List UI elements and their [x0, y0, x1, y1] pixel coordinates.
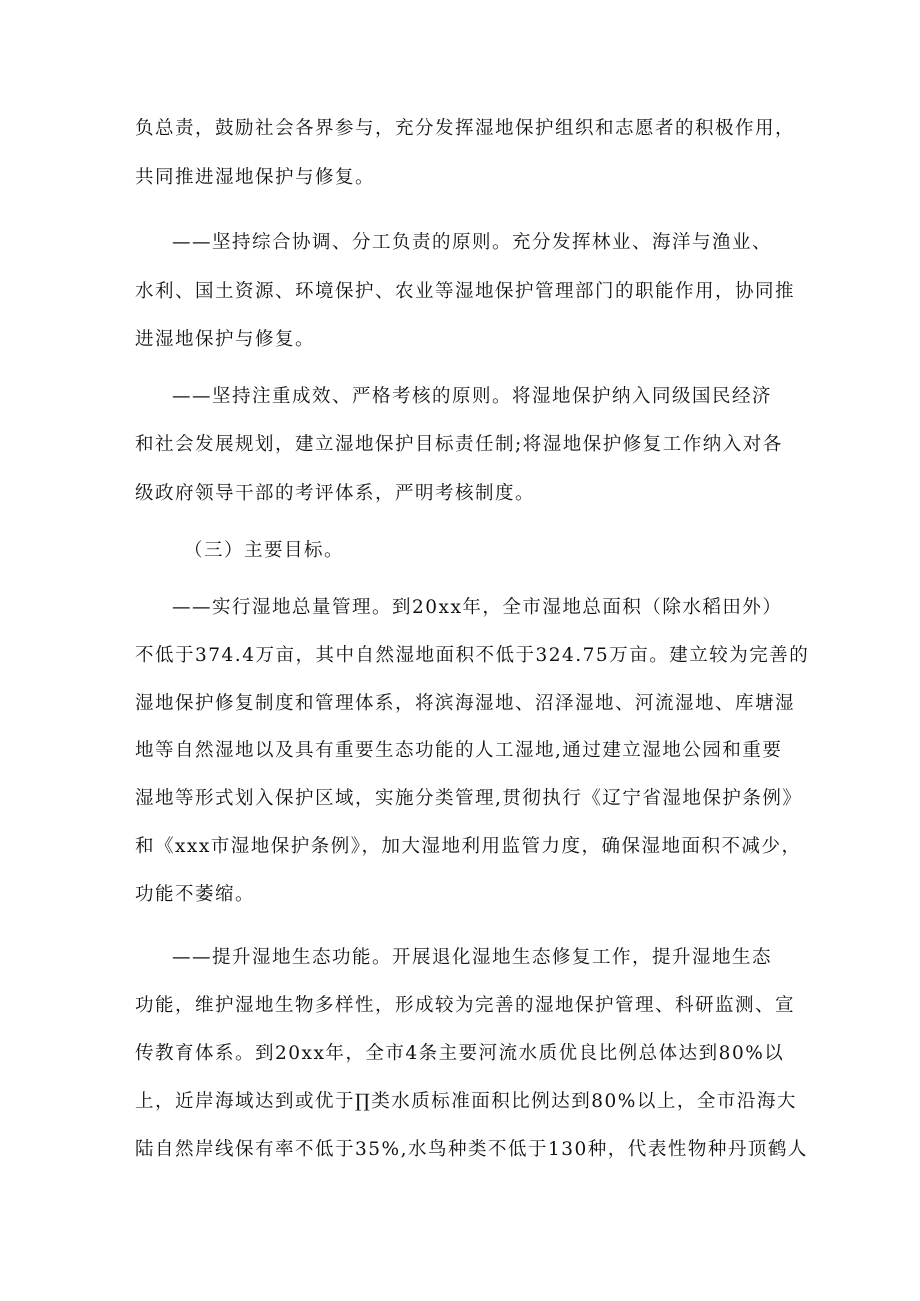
paragraph-line: 上，近岸海域达到或优于∏类水质标准面积比例达到80%以上，全市沿海大 — [135, 1091, 797, 1112]
paragraph-line: 不低于374.4万亩，其中自然湿地面积不低于324.75万亩。建立较为完善的 — [135, 645, 810, 666]
paragraph-line: 地等自然湿地以及具有重要生态功能的人工湿地,通过建立湿地公园和重要 — [135, 740, 783, 761]
paragraph-line: 共同推进湿地保护与修复。 — [135, 167, 376, 188]
paragraph-line: 负总责，鼓励社会各界参与，充分发挥湿地保护组织和志愿者的积极作用， — [135, 118, 796, 139]
paragraph-line: 陆自然岸线保有率不低于35%,水鸟种类不低于130种，代表性物种丹顶鹤人 — [135, 1139, 808, 1160]
paragraph-line: 湿地保护修复制度和管理体系，将滨海湿地、沼泽湿地、河流湿地、库塘湿 — [135, 693, 796, 714]
section-heading: （三）主要目标。 — [184, 540, 345, 561]
paragraph-line: ——坚持注重成效、严格考核的原则。将湿地保护纳入同级国民经济 — [172, 386, 773, 407]
paragraph-line: 进湿地保护与修复。 — [135, 329, 316, 350]
paragraph-line: 水利、国土资源、环境保护、农业等湿地保护管理部门的职能作用，协同推 — [135, 281, 796, 302]
paragraph-line: 级政府领导干部的考评体系，严明考核制度。 — [135, 483, 536, 504]
paragraph-line: ——实行湿地总量管理。到20xx年，全市湿地总面积（除水稻田外） — [172, 597, 783, 618]
paragraph-line: ——提升湿地生态功能。开展退化湿地生态修复工作，提升湿地生态 — [172, 947, 773, 968]
paragraph-line: 湿地等形式划入保护区域，实施分类管理,贯彻执行《辽宁省湿地保护条例》 — [135, 788, 803, 809]
paragraph-line: 传教育体系。到20xx年，全市4条主要河流水质优良比例总体达到80%以 — [135, 1043, 785, 1064]
paragraph-line: 功能不萎缩。 — [135, 884, 256, 905]
paragraph-line: 和社会发展规划，建立湿地保护目标责任制;将湿地保护修复工作纳入对各 — [135, 434, 783, 455]
paragraph-line: 和《xxx市湿地保护条例》，加大湿地利用监管力度，确保湿地面积不减少， — [135, 836, 802, 857]
paragraph-line: 功能，维护湿地生物多样性，形成较为完善的湿地保护管理、科研监测、宣 — [135, 995, 796, 1016]
paragraph-line: ——坚持综合协调、分工负责的原则。充分发挥林业、海洋与渔业、 — [172, 232, 773, 253]
